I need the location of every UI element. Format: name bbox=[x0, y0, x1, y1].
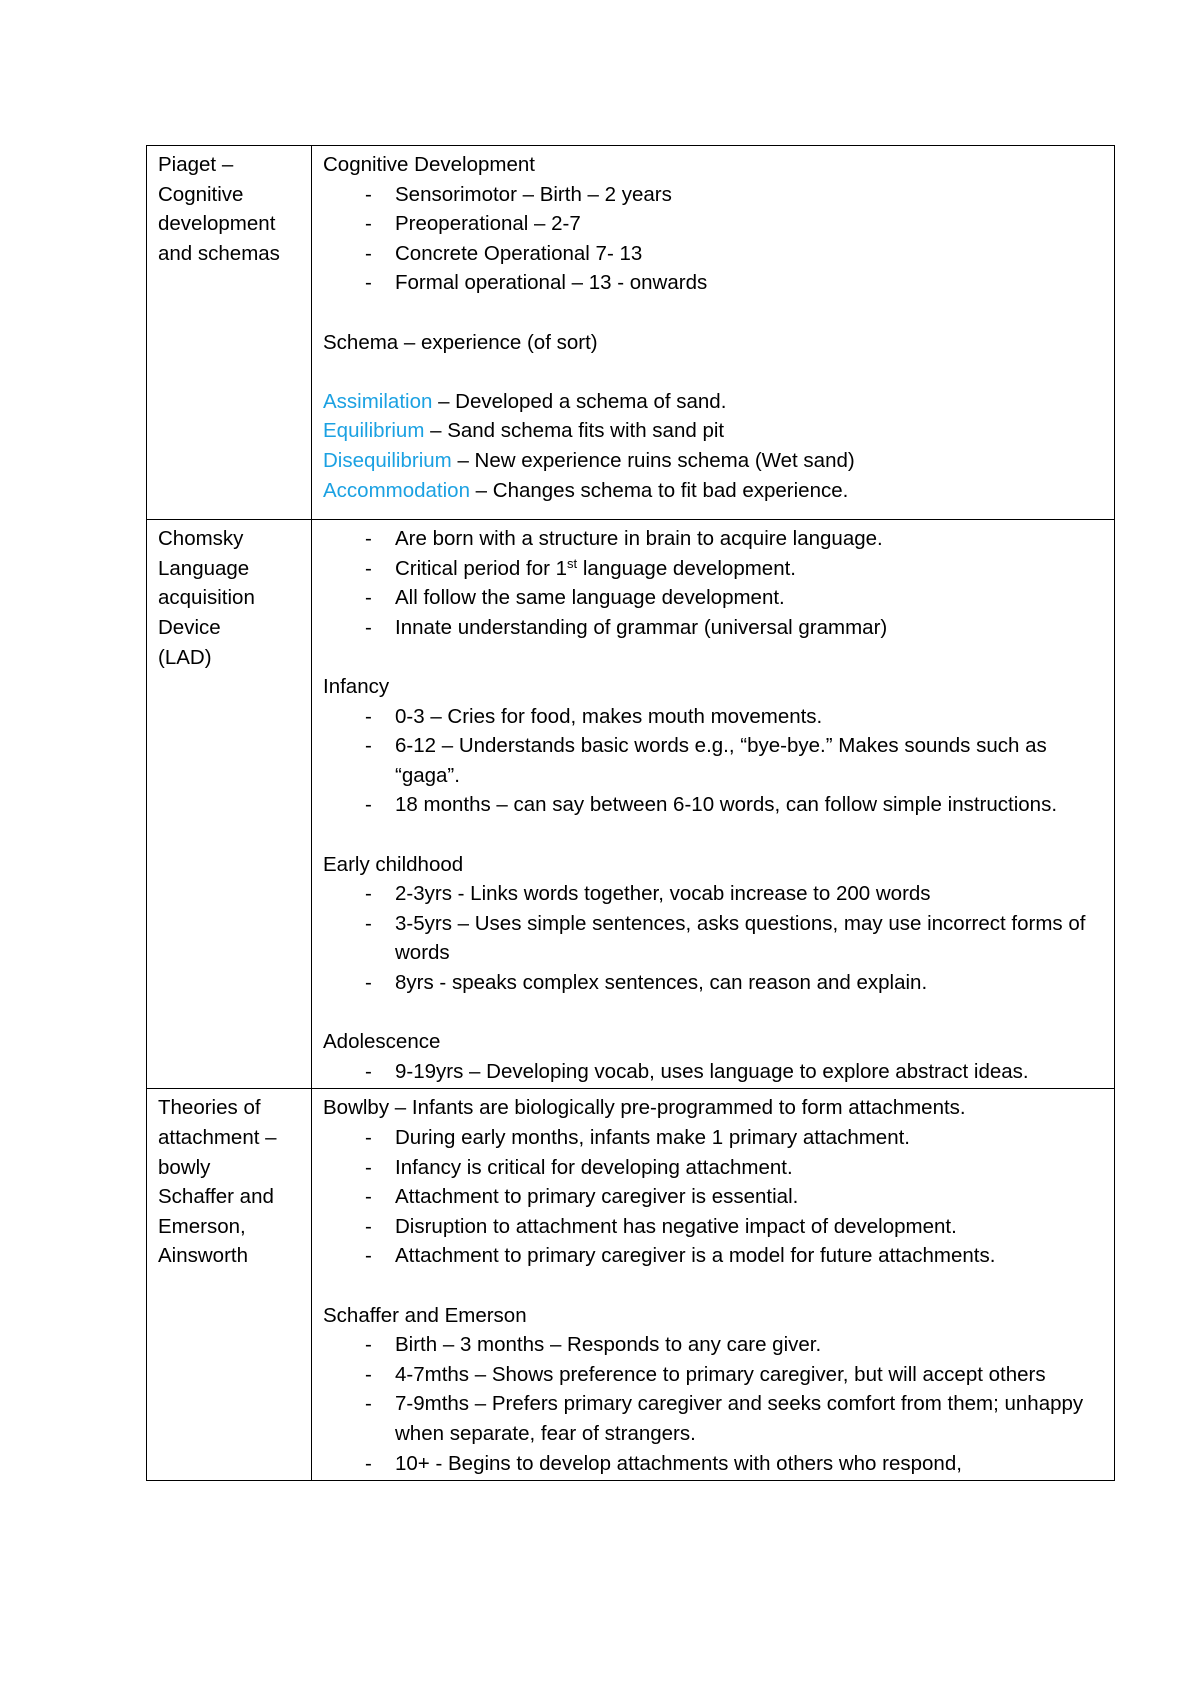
term-definition: – Changes schema to fit bad experience. bbox=[469, 478, 849, 502]
list-item: - Critical period for 1st language development. bbox=[323, 554, 1106, 584]
section-heading: Bowlby – Infants are biologically pre-programmed to form attachments. bbox=[323, 1096, 966, 1120]
section-heading: Schaffer and Emerson bbox=[323, 1303, 527, 1327]
list-item: - Infancy is critical for developing attachment. bbox=[323, 1153, 1106, 1183]
topic-line: Chomsky bbox=[158, 527, 244, 551]
term-definition: – New experience ruins schema (Wet sand) bbox=[451, 448, 855, 472]
list-item: - Sensorimotor – Birth – 2 years bbox=[323, 180, 1106, 210]
table-row bbox=[147, 520, 1115, 1089]
list-item: - 8yrs - speaks complex sentences, can reason and explain. bbox=[323, 968, 1106, 998]
list-item: - Innate understanding of grammar (universal grammar) bbox=[323, 613, 1106, 643]
term-definition: – Sand schema fits with sand pit bbox=[424, 419, 725, 443]
list-item: - Attachment to primary caregiver is essential. bbox=[323, 1182, 1106, 1212]
schaffer-list bbox=[323, 1330, 1106, 1478]
topic-line: Piaget – bbox=[158, 153, 234, 176]
lad-points-list bbox=[323, 524, 1106, 642]
topic-line: Theories of bbox=[158, 1096, 261, 1120]
term-label: Equilibrium bbox=[323, 419, 425, 443]
early-childhood-list bbox=[323, 879, 1106, 997]
list-item: - 0-3 – Cries for food, makes mouth movements. bbox=[323, 702, 1106, 732]
term-definition: – Developed a schema of sand. bbox=[432, 389, 727, 413]
topic-line: Cognitive bbox=[158, 182, 244, 206]
list-item: - All follow the same language development. bbox=[323, 583, 1106, 613]
list-item: - Are born with a structure in brain to acquire language. bbox=[323, 524, 1106, 554]
topic-line: development bbox=[158, 212, 276, 236]
schema-definition: Schema – experience (of sort) bbox=[323, 330, 598, 354]
topic-line: Ainsworth bbox=[158, 1244, 249, 1268]
term-line bbox=[323, 476, 1106, 506]
topic-line: Device bbox=[158, 615, 221, 639]
topic-line: and schemas bbox=[158, 241, 280, 265]
topic-cell bbox=[147, 1089, 312, 1481]
notes-cell bbox=[312, 1089, 1115, 1481]
list-item: - 9-19yrs – Developing vocab, uses language to explore abstract ideas. bbox=[323, 1057, 1106, 1087]
notes-cell bbox=[312, 520, 1115, 1089]
list-item: - 4-7mths – Shows preference to primary caregiver, but will accept others bbox=[323, 1360, 1106, 1390]
table-row bbox=[147, 146, 1115, 520]
table-row bbox=[147, 1089, 1115, 1481]
topic-line: bowly bbox=[158, 1155, 211, 1179]
topic-line: attachment – bbox=[158, 1126, 277, 1149]
infancy-list bbox=[323, 702, 1106, 820]
list-item: - Birth – 3 months – Responds to any care giver. bbox=[323, 1330, 1106, 1360]
bowlby-list bbox=[323, 1123, 1106, 1271]
list-item: - Concrete Operational 7- 13 bbox=[323, 239, 1106, 269]
term-label: Disequilibrium bbox=[323, 448, 452, 472]
term-line bbox=[323, 446, 1106, 476]
section-heading: Cognitive Development bbox=[323, 153, 535, 176]
list-item: - Attachment to primary caregiver is a model for future attachments. bbox=[323, 1241, 1106, 1271]
topic-line: acquisition bbox=[158, 586, 255, 610]
section-heading: Infancy bbox=[323, 675, 390, 699]
topic-cell bbox=[147, 146, 312, 520]
term-label: Accommodation bbox=[323, 478, 470, 502]
term-line bbox=[323, 387, 1106, 417]
list-item: - During early months, infants make 1 primary attachment. bbox=[323, 1123, 1106, 1153]
list-item: - 2-3yrs - Links words together, vocab increase to 200 words bbox=[323, 879, 1106, 909]
list-item: - 7-9mths – Prefers primary caregiver and seeks comfort from them; unhappy when separate, fear of strangers. bbox=[323, 1389, 1106, 1448]
list-item: - Formal operational – 13 - onwards bbox=[323, 268, 1106, 298]
topic-line: Emerson, bbox=[158, 1214, 246, 1238]
list-item: - Preoperational – 2-7 bbox=[323, 209, 1106, 239]
topic-line: Language bbox=[158, 556, 250, 580]
topic-cell bbox=[147, 520, 312, 1089]
list-item: - 3-5yrs – Uses simple sentences, asks questions, may use incorrect forms of words bbox=[323, 909, 1106, 968]
list-item: - Disruption to attachment has negative impact of development. bbox=[323, 1212, 1106, 1242]
adolescence-list bbox=[323, 1057, 1106, 1087]
term-label: Assimilation bbox=[323, 389, 433, 413]
notes-table bbox=[146, 145, 1115, 1481]
notes-cell bbox=[312, 146, 1115, 520]
section-heading: Adolescence bbox=[323, 1030, 441, 1054]
section-heading: Early childhood bbox=[323, 852, 464, 876]
term-line bbox=[323, 416, 1106, 446]
list-item: - 6-12 – Understands basic words e.g., “bye-bye.” Makes sounds such as “gaga”. bbox=[323, 731, 1106, 790]
list-item: - 10+ - Begins to develop attachments with others who respond, bbox=[323, 1449, 1106, 1479]
list-item: - 18 months – can say between 6-10 words, can follow simple instructions. bbox=[323, 790, 1106, 820]
stage-list bbox=[323, 180, 1106, 298]
topic-line: (LAD) bbox=[158, 645, 212, 669]
topic-line: Schaffer and bbox=[158, 1185, 274, 1209]
